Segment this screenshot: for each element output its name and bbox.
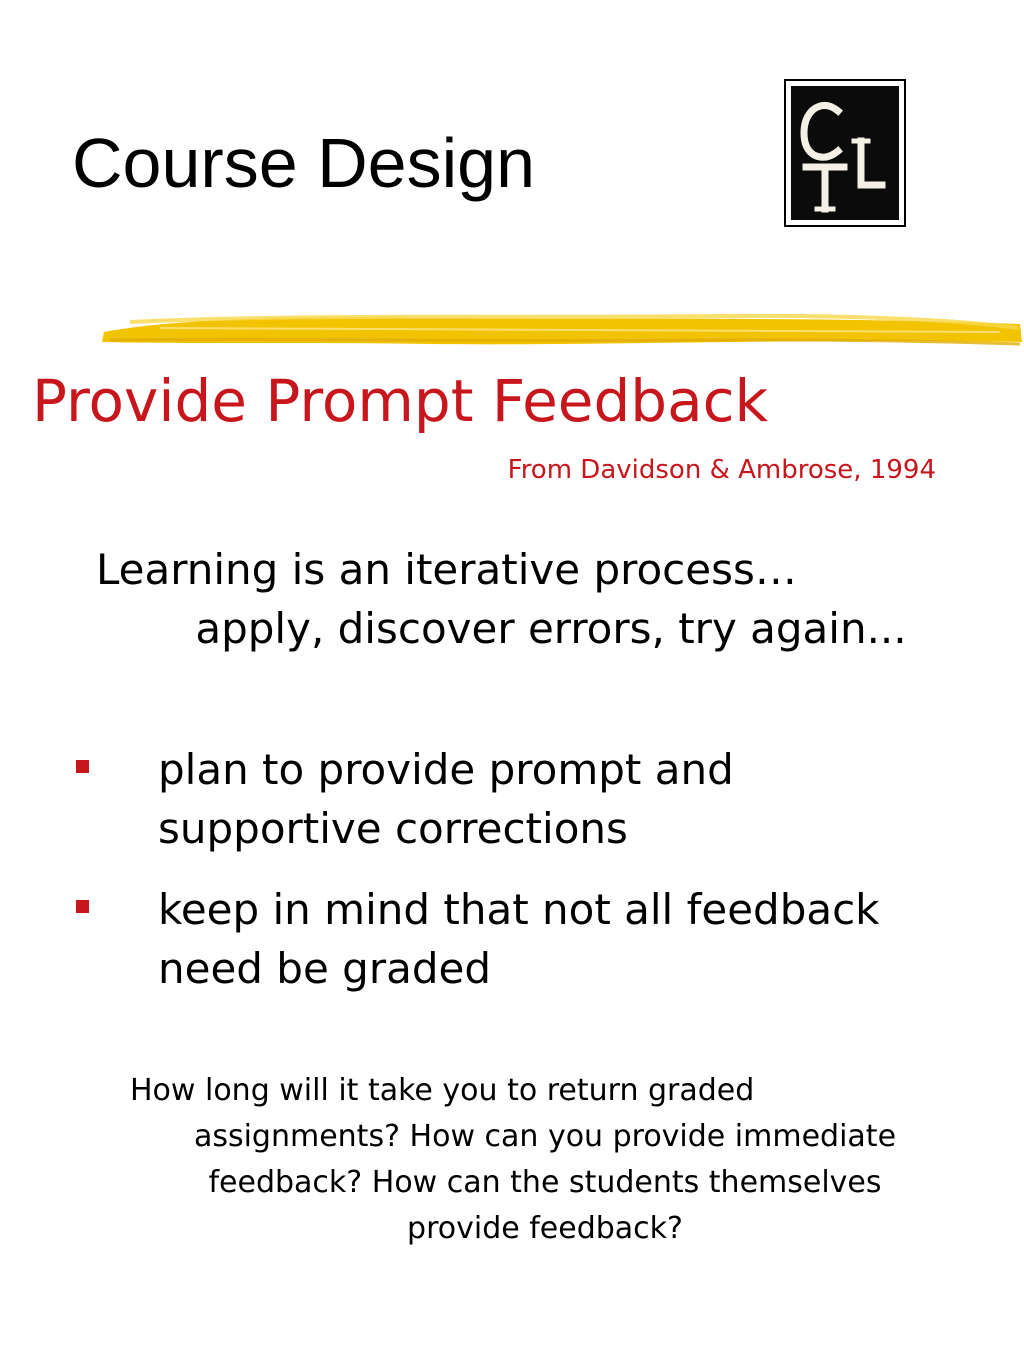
lead-line-1: Learning is an iterative process…	[96, 545, 797, 594]
bullet-text: keep in mind that not all feedback need be graded	[158, 885, 880, 993]
question-line-2: assignments? How can you provide immediate feedback? How can the students themselves provide feedback?	[193, 1119, 897, 1246]
bullet-square-icon	[76, 900, 89, 913]
question-line-1: How long will it take you to return graded	[130, 1073, 755, 1108]
bullet-text: plan to provide prompt and supportive corrections	[158, 745, 734, 853]
page-title: Course Design	[72, 124, 535, 202]
bullet-square-icon	[76, 760, 89, 773]
citation: From Davidson & Ambrose, 1994	[507, 455, 936, 485]
ctl-logo	[784, 79, 906, 227]
list-item	[76, 880, 936, 998]
highlighter-stroke	[100, 298, 1024, 360]
reflection-questions	[130, 1068, 930, 1252]
section-heading: Provide Prompt Feedback	[32, 367, 769, 435]
lead-line-2: apply, discover errors, try again...	[195, 604, 907, 653]
list-item	[76, 740, 936, 858]
bullet-list	[76, 740, 936, 1020]
lead-paragraph	[96, 540, 926, 658]
